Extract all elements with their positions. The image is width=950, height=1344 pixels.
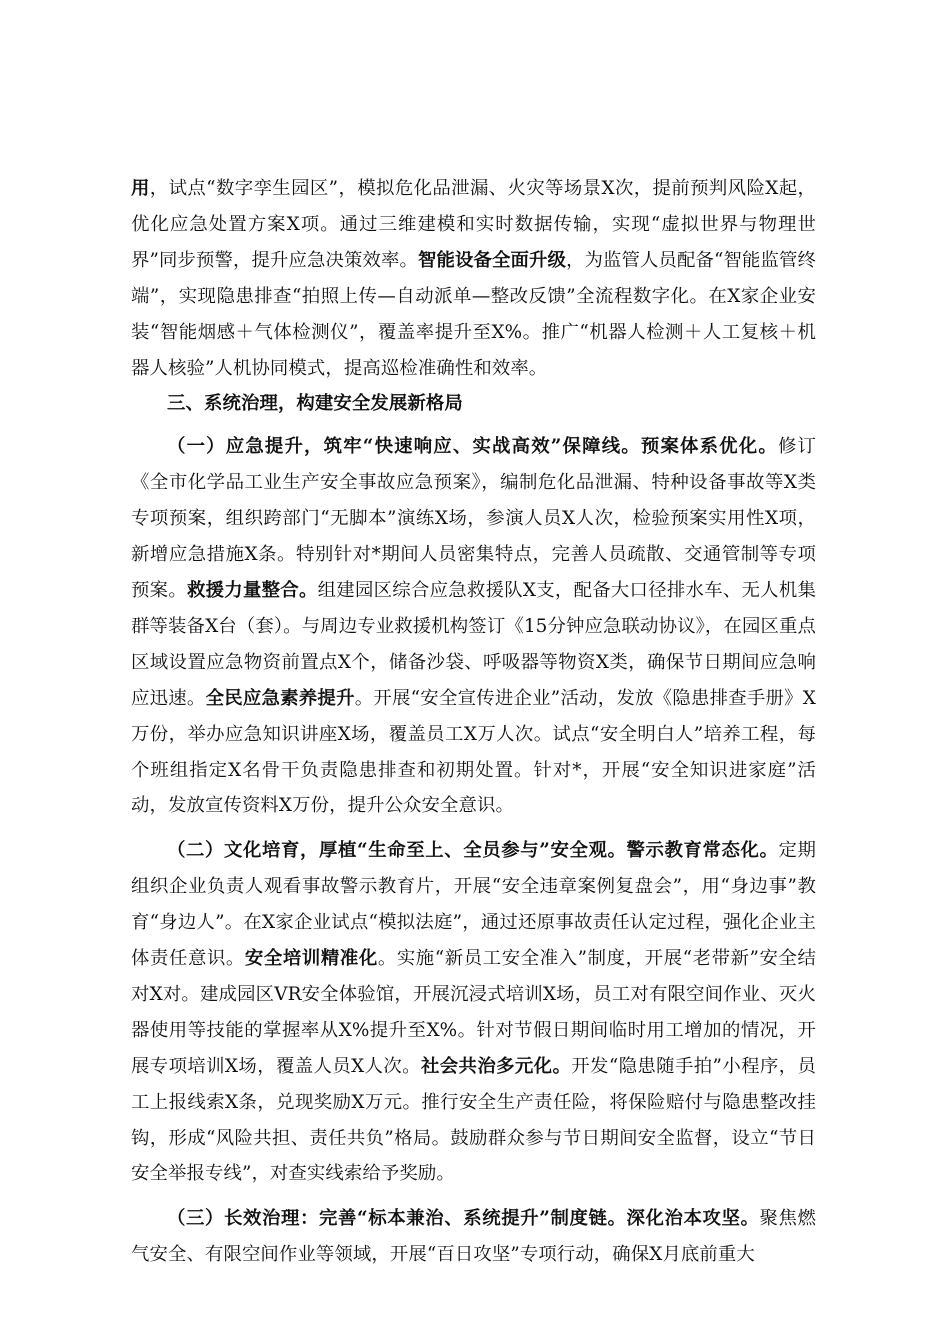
bold-subheading: （一）应急提升，筑牢“快速响应、实战高效”保障线。预案体系优化。 bbox=[167, 436, 778, 458]
bold-keyphrase: 安全培训精准化 bbox=[244, 948, 378, 970]
bold-subheading: （三）长效治理：完善“标本兼治、系统提升”制度链。深化治本攻坚。 bbox=[167, 1208, 760, 1230]
bold-keyphrase: 智能设备全面升级 bbox=[418, 249, 566, 271]
document-body bbox=[131, 171, 816, 1273]
paragraph-text: 。实施“新员工安全准入”制度，开展“老带新”安全结对X对。建成园区VR安全体验馆，开展沉浸式培训X场，员工对有限空间作业、灭火器使用等技能的掌握率从X%提升至X%。针对节假日期间临时用工增加的情况，开展专项培训X场，覆盖人员X人次。 bbox=[131, 948, 817, 1077]
paragraph-text: ，为监管人员配备“智能监管终端”，实现隐患排查“拍照上传—自动派单—整改反馈”全流程数字化。在X家企业安装“智能烟感＋气体检测仪”，覆盖率提升至X%。推广“机器人检测＋人工复核＋机器人核验”人机协同模式，提高巡检准确性和效率。 bbox=[131, 249, 816, 379]
paragraph-smart-devices bbox=[131, 171, 816, 386]
paragraph-text: 。开展“安全宣传进企业”活动，发放《隐患排查手册》X万份，举办应急知识讲座X场，覆盖员工X万人次。试点“安全明白人”培养工程，每个班组指定X名骨干负责隐患排查和初期处置。针对*，开展“安全知识进家庭”活动，发放宣传资料X万份，提升公众安全意识。 bbox=[131, 687, 816, 817]
paragraph-text: 组建园区综合应急救援队X支，配备大口径排水车、无人机集群等装备X台（套）。与周边专业救援机构签订《15分钟应急联动协议》，在园区重点区域设置应急物资前置点X个，储备沙袋、呼吸器等物资X类，确保节日期间应急响应迅速。 bbox=[131, 579, 816, 709]
paragraph-text: 定期组织企业负责人观看事故警示教育片，开展“安全违章案例复盘会”，用“身边事”教育“身边人”。在X家企业试点“模拟法庭”，通过还原事故责任认定过程，强化企业主体责任意识。 bbox=[131, 840, 816, 970]
bold-keyphrase: 全民应急素养提升 bbox=[205, 687, 355, 709]
bold-keyphrase: 社会共治多元化。 bbox=[420, 1055, 572, 1077]
section-heading-3: 三、系统治理，构建安全发展新格局 bbox=[167, 393, 463, 415]
paragraph-text: 聚焦燃气安全、有限空间作业等领域，开展“百日攻坚”专项行动，确保X月底前重大 bbox=[131, 1208, 816, 1266]
paragraph-long-term bbox=[131, 1201, 816, 1273]
paragraph-text: ，试点“数字孪生园区”，模拟危化品泄漏、火灾等场景X次，提前预判风险X起，优化应急处置方案X项。通过三维建模和实时数据传输，实现“虚拟世界与物理世界”同步预警，提升应急决策效率。 bbox=[131, 178, 816, 271]
paragraph-emergency bbox=[131, 429, 816, 824]
bold-lead: 用 bbox=[131, 178, 150, 199]
paragraph-text: 修订《全市化学品工业生产安全事故应急预案》，编制危化品泄漏、特种设备事故等X类专项预案，组织跨部门“无脚本”演练X场，参演人员X人次，检验预案实用性X项，新增应急措施X条。特别针对*期间人员密集特点，完善人员疏散、交通管制等专项预案。 bbox=[131, 436, 817, 601]
bold-subheading: （二）文化培育，厚植“生命至上、全员参与”安全观。警示教育常态化。 bbox=[167, 840, 779, 862]
paragraph-text: 开发“隐患随手拍”小程序，员工上报线索X条，兑现奖励X万元。推行安全生产责任险，将保险赔付与隐患整改挂钩，形成“风险共担、责任共负”格局。鼓励群众参与节日期间安全监督，设立“节日安全举报专线”，对查实线索给予奖励。 bbox=[131, 1055, 816, 1185]
bold-keyphrase: 救援力量整合。 bbox=[186, 579, 318, 601]
paragraph-culture bbox=[131, 833, 816, 1192]
